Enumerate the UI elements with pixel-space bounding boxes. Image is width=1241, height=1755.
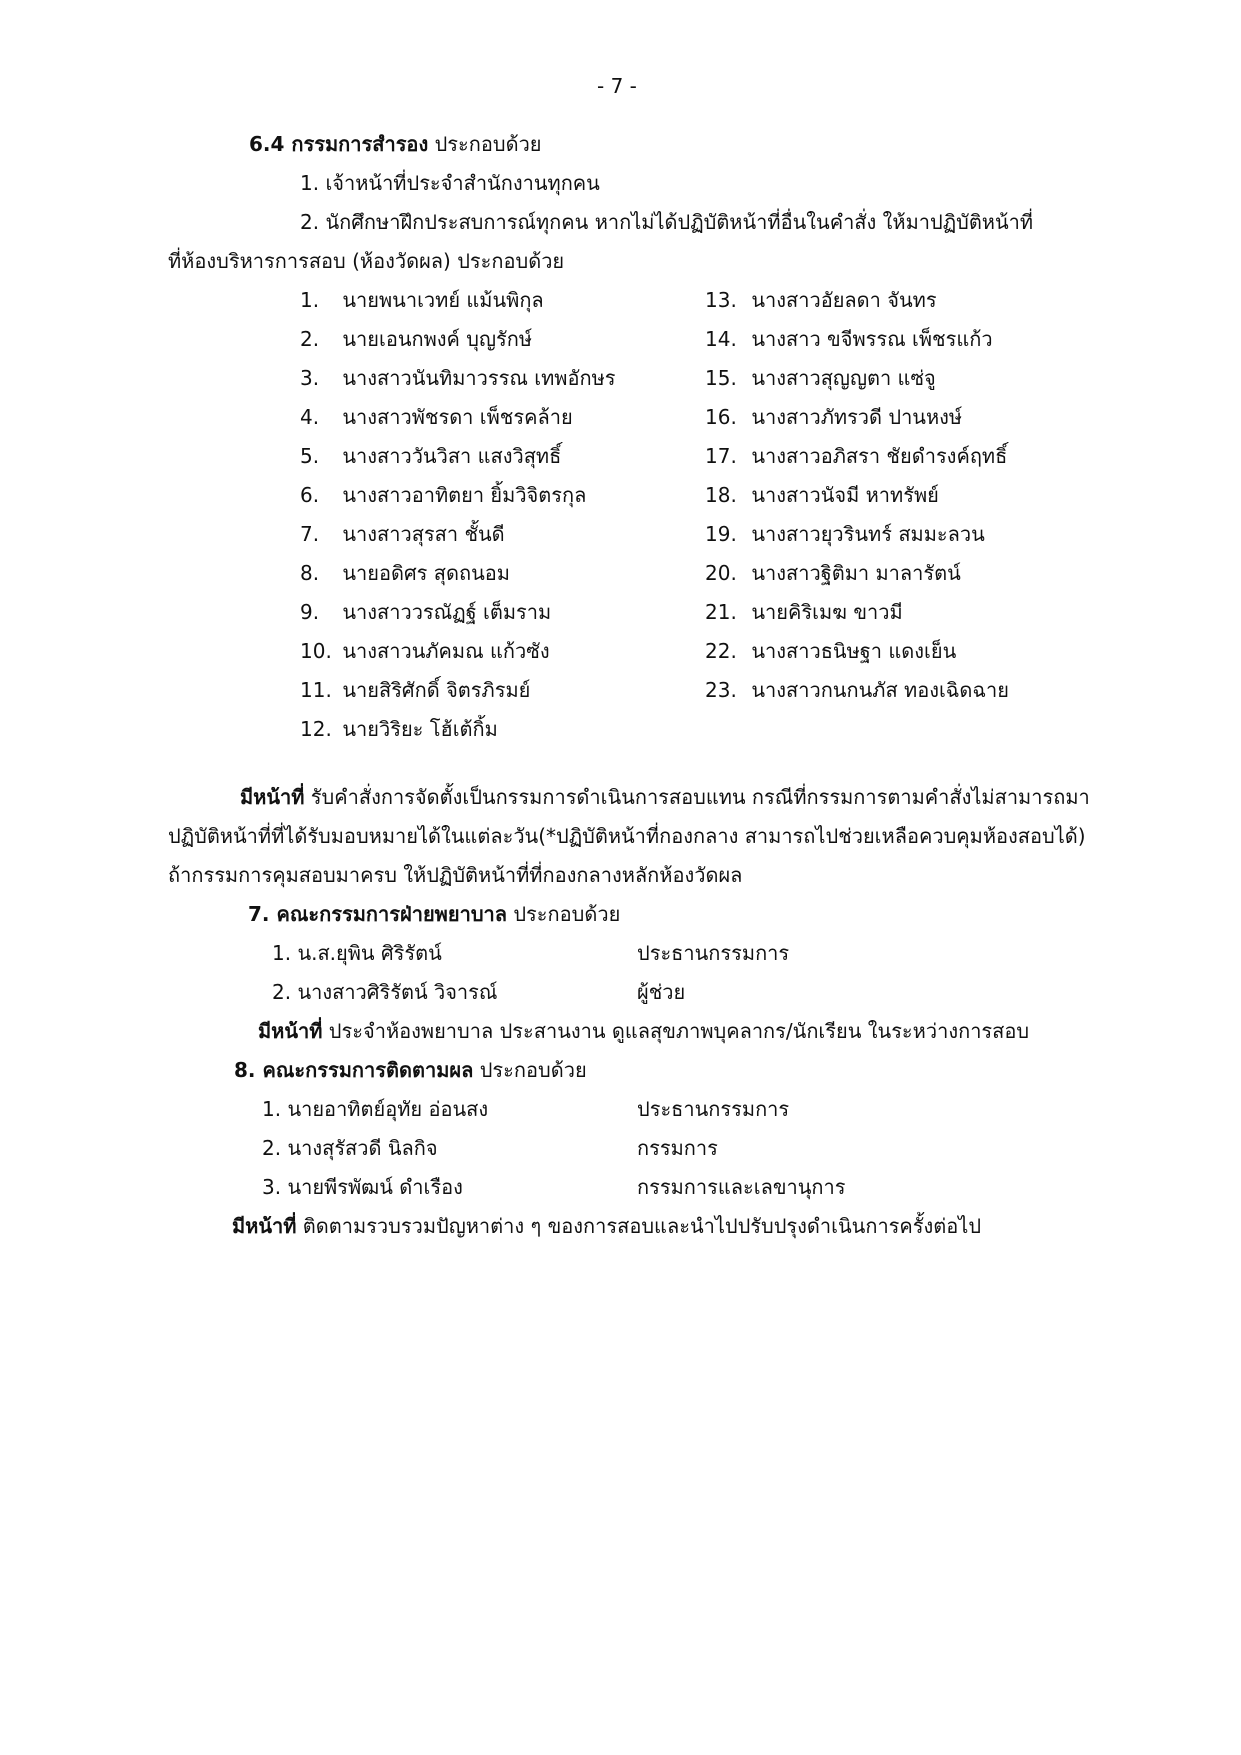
list-item: 7. นางสาวสุรสา ชั้นดี [300,522,505,546]
section-6-4-heading [249,132,542,156]
s8-member-name: 1. นายอาทิตย์อุทัย อ่อนสง [262,1097,489,1121]
list-item: 1. นายพนาเวทย์ แม้นพิกุล [300,288,544,312]
list-item: 15. นางสาวสุญญตา แซ่จู [705,366,936,390]
s7-member-name: 1. น.ส.ยุพิน ศิริรัตน์ [272,941,442,965]
s8-member-name: 2. นางสุรัสวดี นิลกิจ [262,1136,438,1160]
s64-item-1: 1. เจ้าหน้าที่ประจำสำนักงานทุกคน [300,171,600,195]
s7-member-role: ประธานกรรมการ [637,941,790,965]
section-7-heading: 7. คณะกรรมการฝ่ายพยาบาล ประกอบด้วย [248,902,621,926]
s7-duty: มีหน้าที่ ประจำห้องพยาบาล ประสานงาน ดูแลสุขภาพบุคลากร/นักเรียน ในระหว่างการสอบ [258,1019,1030,1043]
list-item: 2. นายเอนกพงค์ บุญรักษ์ [300,327,533,351]
duty-label: มีหน้าที่ [258,1019,323,1043]
list-item: 20. นางสาวฐิติมา มาลารัตน์ [705,561,961,585]
list-item: 5. นางสาววันวิสา แสงวิสุทธิ์ [300,444,562,468]
section-7-title: 7. คณะกรรมการฝ่ายพยาบาล [248,902,507,926]
s8-member-role: กรรมการและเลขานุการ [637,1175,846,1199]
s64-duty-line-3: ถ้ากรรมการคุมสอบมาครบ ให้ปฏิบัติหน้าที่ที่กองกลางหลักห้องวัดผล [168,863,743,887]
list-item: 13. นางสาวอัยลดา จันทร [705,288,937,312]
list-item: 17. นางสาวอภิสรา ชัยดำรงค์ฤทธิ์ [705,444,1008,468]
list-item: 18. นางสาวนัจมี หาทรัพย์ [705,483,939,507]
s8-member-name: 3. นายพีรพัฒน์ ดำเรือง [262,1175,463,1199]
list-item: 8. นายอดิศร สุดถนอม [300,561,510,585]
duty-label: มีหน้าที่ [232,1214,297,1238]
s64-item-2-line-1: 2. นักศึกษาฝึกประสบการณ์ทุกคน หากไม่ได้ปฏิบัติหน้าที่อื่นในคำสั่ง ให้มาปฏิบัติหน้าที่ [300,210,1034,234]
list-item: 3. นางสาวนันทิมาวรรณ เทพอักษร [300,366,616,390]
section-8-heading: 8. คณะกรรมการติดตามผล ประกอบด้วย [234,1058,587,1082]
list-item: 10. นางสาวนภัคมณ แก้วซัง [300,639,550,663]
list-item: 11. นายสิริศักดิ์ จิตรภิรมย์ [300,678,531,702]
page-number: - 7 - [597,74,637,98]
list-item: 16. นางสาวภัทรวดี ปานหงษ์ [705,405,963,429]
list-item: 9. นางสาววรณัฏฐ์ เต็มราม [300,600,552,624]
s8-duty: มีหน้าที่ ติดตามรวบรวมปัญหาต่าง ๆ ของการสอบและนำไปปรับปรุงดำเนินการครั้งต่อไป [232,1214,982,1238]
s64-duty-line-2: ปฏิบัติหน้าที่ที่ได้รับมอบหมายได้ในแต่ละวัน(*ปฏิบัติหน้าที่กองกลาง สามารถไปช่วยเหลือควบคุมห้องสอบได้) [168,824,1086,848]
list-item: 22. นางสาวธนิษฐา แดงเย็น [705,639,957,663]
list-item: 4. นางสาวพัชรดา เพ็ชรคล้าย [300,405,573,429]
list-item: 19. นางสาวยุวรินทร์ สมมะลวน [705,522,985,546]
s8-member-role: ประธานกรรมการ [637,1097,790,1121]
list-item: 21. นายคิริเมฆ ขาวมี [705,600,903,624]
section-6-4-suffix: ประกอบด้วย [434,132,542,156]
s7-member-name: 2. นางสาวศิริรัตน์ วิจารณ์ [272,980,498,1004]
s64-item-2-line-2: ที่ห้องบริหารการสอบ (ห้องวัดผล) ประกอบด้วย [168,249,565,273]
section-8-title: 8. คณะกรรมการติดตามผล [234,1058,474,1082]
list-item: 23. นางสาวกนกนภัส ทองเฉิดฉาย [705,678,1009,702]
section-6-4-title: 6.4 กรรมการสำรอง [249,132,429,156]
duty-label: มีหน้าที่ [240,785,305,809]
list-item: 12. นายวิริยะ โฮ้เต้กิ้ม [300,717,498,741]
s64-duty-line-1: มีหน้าที่ รับคำสั่งการจัดตั้งเป็นกรรมการดำเนินการสอบแทน กรณีที่กรรมการตามคำสั่งไม่สามารถมา [240,785,1090,809]
list-item: 14. นางสาว ขจีพรรณ เพ็ชรแก้ว [705,327,993,351]
s7-member-role: ผู้ช่วย [637,980,686,1004]
list-item: 6. นางสาวอาทิตยา ยิ้มวิจิตรกุล [300,483,587,507]
s8-member-role: กรรมการ [637,1136,718,1160]
